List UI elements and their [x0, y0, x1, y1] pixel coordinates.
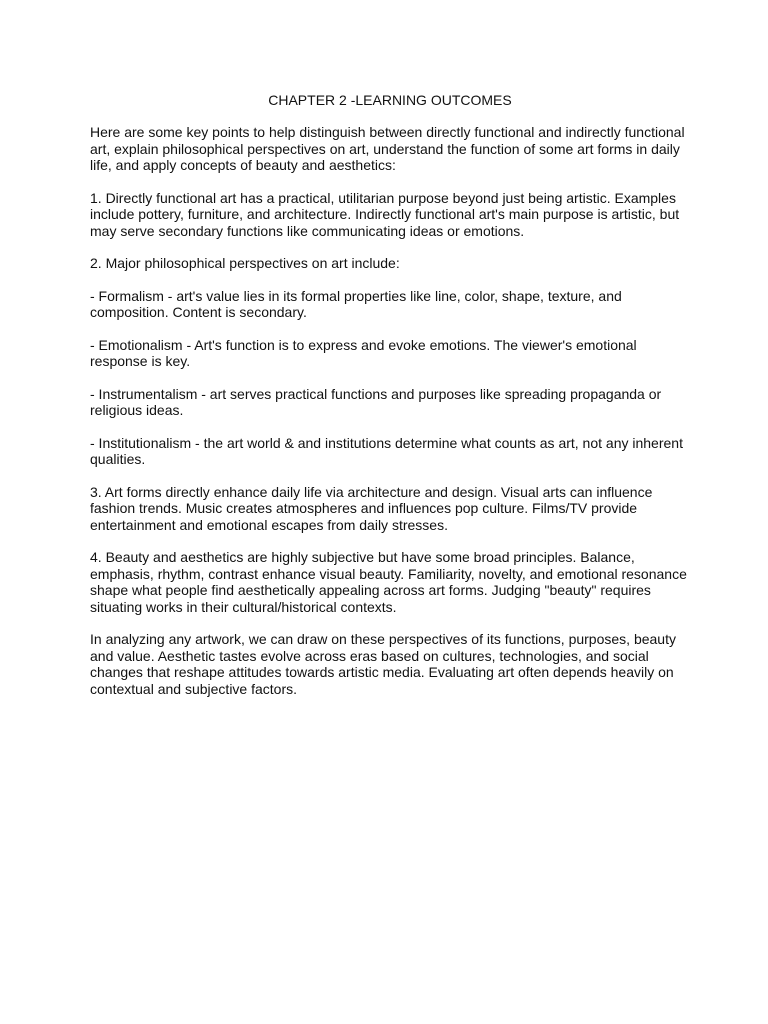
instrumentalism-paragraph: - Instrumentalism - art serves practical functions and purposes like spreading propaganda or religious ideas. — [90, 385, 662, 418]
emotionalism-paragraph: - Emotionalism - Art's function is to express and evoke emotions. The viewer's emotional response is key. — [90, 336, 637, 369]
intro-paragraph: Here are some key points to help distinguish between directly functional and indirectly functional art, explain philosophical perspectives on art, understand the function of some art forms in daily life, and apply concepts of beauty and aesthetics: — [90, 124, 685, 173]
point-2-heading: 2. Major philosophical perspectives on art include: — [90, 255, 400, 271]
document-body — [90, 92, 690, 713]
document-title: CHAPTER 2 -LEARNING OUTCOMES — [268, 92, 512, 108]
point-1-paragraph: 1. Directly functional art has a practical, utilitarian purpose beyond just being artistic. Examples include pottery, furniture, and architecture. Indirectly functional art's main purpose is artistic, but may serve secondary functions like communicating ideas or emotions. — [90, 189, 680, 239]
institutionalism-paragraph: - Institutionalism - the art world & and institutions determine what counts as art, not any inherent qualities. — [90, 434, 683, 467]
conclusion-paragraph: In analyzing any artwork, we can draw on these perspectives of its functions, purposes, beauty and value. Aesthetic tastes evolve across eras based on cultures, technologies, and social changes that reshape attitudes towards artistic media. Evaluating art often depends heavily on contextual and subjective factors. — [90, 631, 676, 697]
point-4-paragraph: 4. Beauty and aesthetics are highly subjective but have some broad principles. Balance, emphasis, rhythm, contrast enhance visual beauty. Familiarity, novelty, and emotional resonance shape what people find aesthetically appealing across art forms. Judging "beauty" requires situating works in their cultural/historical contexts. — [90, 549, 687, 615]
formalism-paragraph: - Formalism - art's value lies in its formal properties like line, color, shape, texture, and composition. Content is secondary. — [90, 287, 622, 320]
point-3-paragraph: 3. Art forms directly enhance daily life via architecture and design. Visual arts can influence fashion trends. Music creates atmospheres and influences pop culture. Films/TV provide entertainment and emotional escapes from daily stresses. — [90, 483, 653, 533]
